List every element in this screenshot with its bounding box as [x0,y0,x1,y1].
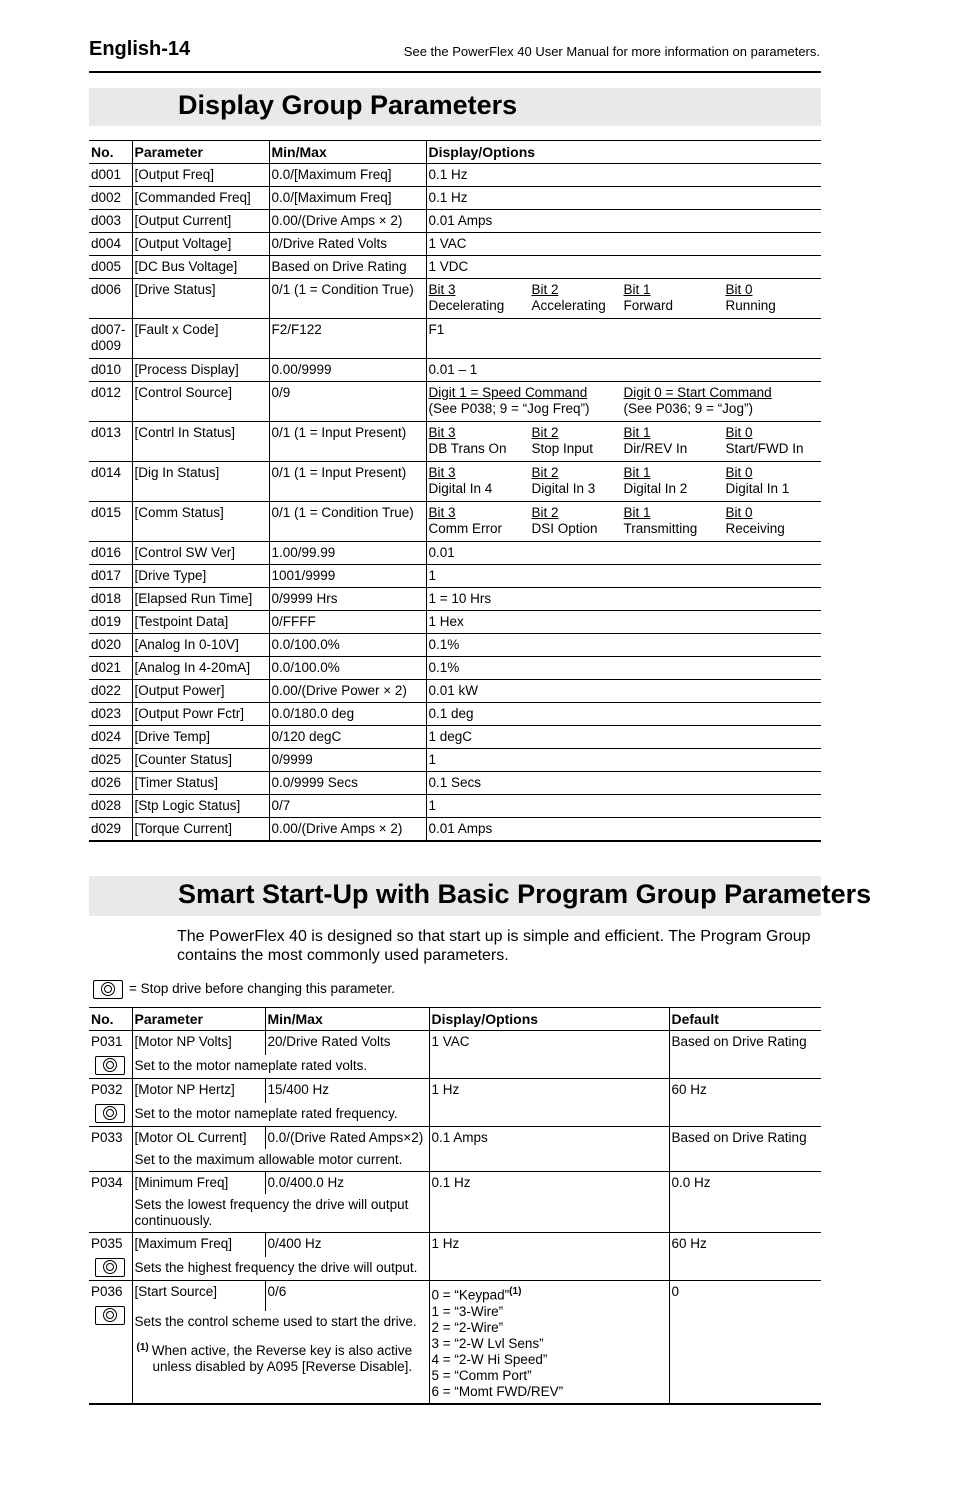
bit-meaning: Running [725,298,776,313]
bit-item [726,425,816,457]
param-number: P035 [91,1236,123,1251]
description-text: Set to the motor nameplate rated volts. [134,1057,368,1073]
table-row [89,1281,821,1311]
bit-item [726,505,816,537]
param-minmax: 0/1 (1 = Condition True) [269,502,426,542]
param-minmax: 20/Drive Rated Volts [265,1031,429,1055]
param-display: F1 [426,319,821,359]
param-description [132,1103,429,1127]
param-name: [Contrl In Status] [132,422,269,462]
param-display: 1 [426,795,821,818]
bit-meaning: Transmitting [623,521,698,536]
param-minmax: 0/120 degC [269,726,426,749]
param-name: [Fault x Code] [132,319,269,359]
param-display: 0.1 Amps [429,1127,669,1172]
digit-note: (See P038; 9 = “Jog Freq”) [428,401,590,416]
description-text: Set to the maximum allowable motor current. [134,1152,403,1167]
bit-label: Bit 1 [623,282,651,297]
table-row [89,359,821,382]
param-minmax: 0/9 [269,382,426,422]
param-minmax: 0.0/100.0% [269,657,426,680]
param-display: 0.01 kW [426,680,821,703]
stop-drive-icon [95,1056,125,1075]
param-default: 60 Hz [669,1079,821,1127]
param-name: [Output Current] [132,210,269,233]
footnote [135,1340,427,1376]
param-name: [Output Powr Fctr] [132,703,269,726]
param-number: d013 [89,422,132,462]
param-name: [Timer Status] [132,772,269,795]
bit-meaning: Stop Input [531,441,594,456]
bit-meaning: DB Trans On [428,441,507,456]
param-number: d019 [89,611,132,634]
column-header: Parameter [132,1008,265,1031]
param-number-cell [89,1281,132,1404]
param-name: [Start Source] [132,1281,265,1311]
column-header: Default [669,1008,821,1031]
param-display: 1 VDC [426,256,821,279]
param-name: [Drive Type] [132,565,269,588]
bit-item [624,282,726,314]
bit-label: Bit 3 [428,505,456,520]
param-minmax: 1.00/99.99 [269,542,426,565]
param-default: Based on Drive Rating [669,1031,821,1079]
table-row [89,382,821,422]
param-default: 0 [669,1281,821,1404]
param-display: 1 VAC [429,1031,669,1079]
param-number: d024 [89,726,132,749]
param-name: [Torque Current] [132,818,269,842]
param-name: [Drive Temp] [132,726,269,749]
bit-label: Bit 1 [623,465,651,480]
param-minmax: 0/Drive Rated Volts [269,233,426,256]
bit-meaning: Start/FWD In [725,441,804,456]
param-name: [Elapsed Run Time] [132,588,269,611]
column-header: Parameter [132,141,269,164]
bit-meaning: Receiving [725,521,785,536]
stop-drive-icon [95,1306,125,1325]
digit-list [429,385,820,417]
param-minmax: 0.00/(Drive Power × 2) [269,680,426,703]
table-row [89,187,821,210]
param-name: [Output Freq] [132,164,269,187]
param-description [132,1149,429,1172]
bit-item [532,505,624,537]
param-display [429,1281,669,1404]
param-minmax: 0.00/9999 [269,359,426,382]
param-display [426,422,821,462]
column-header: Min/Max [269,141,426,164]
option-text: 3 = “2-W Lvl Sens” [431,1335,544,1351]
display-group-table [89,140,821,842]
param-display: 0.1 deg [426,703,821,726]
option-item [432,1320,667,1336]
param-name: [Control SW Ver] [132,542,269,565]
table-row [89,680,821,703]
param-display: 0.1% [426,657,821,680]
param-display: 0.01 Amps [426,818,821,842]
option-text: 0 = “Keypad” [431,1287,510,1303]
param-default: 0.0 Hz [669,1172,821,1233]
stop-drive-icon [95,1104,125,1123]
param-number: d003 [89,210,132,233]
param-number: d006 [89,279,132,319]
param-number: d015 [89,502,132,542]
param-description [132,1055,429,1079]
table-row [89,588,821,611]
bit-label: Bit 1 [623,505,651,520]
bit-list [429,505,820,537]
option-item [432,1352,667,1368]
footnote-text: When active, the Reverse key is also active unless disabled by A095 [Reverse Disable]. [151,1343,413,1375]
param-number: d012 [89,382,132,422]
column-header: No. [89,1008,132,1031]
param-number: d020 [89,634,132,657]
param-number: d014 [89,462,132,502]
column-header: Display/Options [429,1008,669,1031]
param-number: d018 [89,588,132,611]
option-item [432,1384,667,1400]
table-row [89,233,821,256]
table-header-row [89,1008,821,1031]
param-display: 1 [426,749,821,772]
digit-label: Digit 1 = Speed Command [428,385,588,400]
param-minmax: 0/9999 [269,749,426,772]
bit-meaning: Digital In 2 [623,481,688,496]
param-name: [Output Power] [132,680,269,703]
bit-meaning: DSI Option [531,521,598,536]
option-item [432,1368,667,1384]
param-display: 0.1 Hz [426,164,821,187]
param-description [132,1194,429,1233]
param-display: 0.1% [426,634,821,657]
param-name: [Drive Status] [132,279,269,319]
display-group-title: Display Group Parameters [178,90,518,120]
param-number: P031 [91,1034,123,1049]
bit-list [429,425,820,457]
column-header: Min/Max [265,1008,429,1031]
param-display [426,279,821,319]
param-number: d007- d009 [89,319,132,359]
param-number: P034 [91,1175,123,1190]
param-name: [Output Voltage] [132,233,269,256]
option-text: 6 = “Momt FWD/REV” [431,1383,564,1399]
bit-item [429,505,532,537]
param-display: 0.01 – 1 [426,359,821,382]
param-description [132,1311,429,1404]
bit-label: Bit 1 [623,425,651,440]
table-row [89,1079,821,1103]
param-name: [Process Display] [132,359,269,382]
bit-meaning: Forward [623,298,674,313]
param-number: d016 [89,542,132,565]
digit-item [624,385,819,417]
bit-meaning: Accelerating [531,298,606,313]
stop-note-text: = Stop drive before changing this parameter. [129,981,396,997]
table-row [89,1031,821,1055]
param-minmax: Based on Drive Rating [269,256,426,279]
stop-drive-icon [95,1258,125,1277]
header-rule [89,71,821,73]
param-number: d025 [89,749,132,772]
table-row [89,462,821,502]
bit-label: Bit 3 [428,465,456,480]
bit-label: Bit 2 [531,282,559,297]
param-minmax: 0.0/9999 Secs [269,772,426,795]
bit-meaning: Comm Error [428,521,502,536]
param-display: 0.01 [426,542,821,565]
bit-label: Bit 0 [725,505,753,520]
digit-label: Digit 0 = Start Command [623,385,772,400]
param-display: 1 Hex [426,611,821,634]
param-display: 0.1 Hz [426,187,821,210]
param-number-cell [89,1079,132,1127]
param-display: 1 Hz [429,1079,669,1127]
param-minmax: F2/F122 [269,319,426,359]
footnote-mark: (1) [509,1286,522,1297]
param-name: [Commanded Freq] [132,187,269,210]
bit-label: Bit 2 [531,505,559,520]
table-row [89,749,821,772]
param-minmax: 1001/9999 [269,565,426,588]
table-row [89,795,821,818]
bit-item [532,282,624,314]
stop-drive-icon [93,980,123,999]
param-number: P036 [91,1284,123,1299]
param-number: d010 [89,359,132,382]
param-name: [Comm Status] [132,502,269,542]
param-minmax: 0.0/[Maximum Freq] [269,164,426,187]
param-number-cell [89,1233,132,1281]
table-row [89,164,821,187]
param-minmax: 0.0/100.0% [269,634,426,657]
bit-label: Bit 2 [531,465,559,480]
digit-item [429,385,624,417]
table-row [89,502,821,542]
bit-meaning: Dir/REV In [623,441,688,456]
param-name: [Counter Status] [132,749,269,772]
param-display: 1 degC [426,726,821,749]
param-display: 1 = 10 Hrs [426,588,821,611]
param-name: [Analog In 4-20mA] [132,657,269,680]
param-number: d005 [89,256,132,279]
param-description [132,1257,429,1281]
param-number: d001 [89,164,132,187]
param-name: [Stp Logic Status] [132,795,269,818]
bit-item [532,425,624,457]
table-row [89,726,821,749]
bit-item [726,465,816,497]
column-header: Display/Options [426,141,821,164]
param-number: d017 [89,565,132,588]
param-name: [Motor OL Current] [132,1127,265,1150]
param-minmax: 0/400 Hz [265,1233,429,1257]
param-minmax: 0/1 (1 = Condition True) [269,279,426,319]
param-name: [Maximum Freq] [132,1233,265,1257]
param-display [426,502,821,542]
table-row [89,703,821,726]
bit-meaning: Digital In 1 [725,481,790,496]
param-number-cell [89,1172,132,1233]
param-display: 1 [426,565,821,588]
param-minmax: 0.0/[Maximum Freq] [269,187,426,210]
bit-label: Bit 3 [428,425,456,440]
param-minmax: 0.00/(Drive Amps × 2) [269,210,426,233]
table-row [89,1233,821,1257]
table-row [89,256,821,279]
option-item [432,1304,667,1320]
param-display: 0.1 Hz [429,1172,669,1233]
param-name: [Dig In Status] [132,462,269,502]
param-default: Based on Drive Rating [669,1127,821,1172]
option-text: 4 = “2-W Hi Speed” [431,1351,548,1367]
table-row [89,565,821,588]
param-number: d021 [89,657,132,680]
bit-item [726,282,816,314]
table-header-row [89,141,821,164]
param-minmax: 0/6 [265,1281,429,1311]
table-row [89,422,821,462]
footnote-mark: (1) [136,1341,149,1353]
table-row [89,210,821,233]
page-label: English-14 [89,38,191,60]
table-row [89,772,821,795]
param-minmax: 0/7 [269,795,426,818]
header-note: See the PowerFlex 40 User Manual for more information on parameters. [403,44,820,59]
bit-item [532,465,624,497]
bit-item [429,465,532,497]
param-name: [Analog In 0-10V] [132,634,269,657]
bit-meaning: Decelerating [428,298,505,313]
stop-note [93,980,395,999]
param-display: 0.1 Secs [426,772,821,795]
option-item [432,1284,667,1304]
param-number: d023 [89,703,132,726]
param-display: 1 VAC [426,233,821,256]
bit-meaning: Digital In 3 [531,481,596,496]
bit-list [429,465,820,497]
table-row [89,319,821,359]
column-header: No. [89,141,132,164]
param-minmax: 0/1 (1 = Input Present) [269,462,426,502]
param-number: d004 [89,233,132,256]
param-number-cell [89,1031,132,1079]
table-row [89,634,821,657]
program-group-intro: The PowerFlex 40 is designed so that start up is simple and efficient. The Program Group contains the most commonly used parameters. [177,928,811,964]
param-minmax: 0/FFFF [269,611,426,634]
param-minmax: 0.0/180.0 deg [269,703,426,726]
description-text: Sets the control scheme used to start the drive. [134,1313,417,1329]
table-row [89,1127,821,1150]
description-text: Sets the highest frequency the drive will output. [134,1259,418,1275]
bit-item [624,425,726,457]
param-number: d002 [89,187,132,210]
table-row [89,1172,821,1195]
param-number: d028 [89,795,132,818]
table-row [89,657,821,680]
bit-label: Bit 0 [725,282,753,297]
program-group-title: Smart Start-Up with Basic Program Group Parameters [178,879,872,909]
param-number-cell [89,1127,132,1172]
bit-label: Bit 3 [428,282,456,297]
param-name: [Minimum Freq] [132,1172,265,1195]
bit-item [624,505,726,537]
param-name: [Testpoint Data] [132,611,269,634]
param-number: d029 [89,818,132,842]
param-name: [Control Source] [132,382,269,422]
table-row [89,279,821,319]
program-group-band [89,876,872,916]
table-row [89,818,821,842]
table-row [89,611,821,634]
param-number: d026 [89,772,132,795]
option-text: 2 = “2-Wire” [431,1319,504,1335]
description-text: Sets the lowest frequency the drive will output continuously. [134,1197,409,1228]
description-text: Set to the motor nameplate rated frequency. [134,1105,398,1121]
option-text: 5 = “Comm Port” [431,1367,532,1383]
param-display: 1 Hz [429,1233,669,1281]
param-number: P033 [91,1130,123,1145]
bit-label: Bit 0 [725,465,753,480]
option-text: 1 = “3-Wire” [431,1303,504,1319]
bit-item [429,425,532,457]
bit-label: Bit 2 [531,425,559,440]
param-default: 60 Hz [669,1233,821,1281]
param-minmax: 0.0/(Drive Rated Amps×2) [265,1127,429,1150]
bit-label: Bit 0 [725,425,753,440]
param-minmax: 15/400 Hz [265,1079,429,1103]
option-item [432,1336,667,1352]
param-name: [Motor NP Hertz] [132,1079,265,1103]
param-minmax: 0.0/400.0 Hz [265,1172,429,1195]
param-display: 0.01 Amps [426,210,821,233]
bit-list [429,282,820,314]
program-group-table [89,1007,821,1405]
param-minmax: 0/1 (1 = Input Present) [269,422,426,462]
bit-item [429,282,532,314]
param-minmax: 0.00/(Drive Amps × 2) [269,818,426,842]
display-group-band [89,88,821,126]
param-number: P032 [91,1082,123,1097]
table-row [89,542,821,565]
param-name: [DC Bus Voltage] [132,256,269,279]
param-name: [Motor NP Volts] [132,1031,265,1055]
param-number: d022 [89,680,132,703]
param-display [426,462,821,502]
param-display [426,382,821,422]
bit-meaning: Digital In 4 [428,481,493,496]
param-minmax: 0/9999 Hrs [269,588,426,611]
digit-note: (See P036; 9 = “Jog”) [623,401,753,416]
bit-item [624,465,726,497]
